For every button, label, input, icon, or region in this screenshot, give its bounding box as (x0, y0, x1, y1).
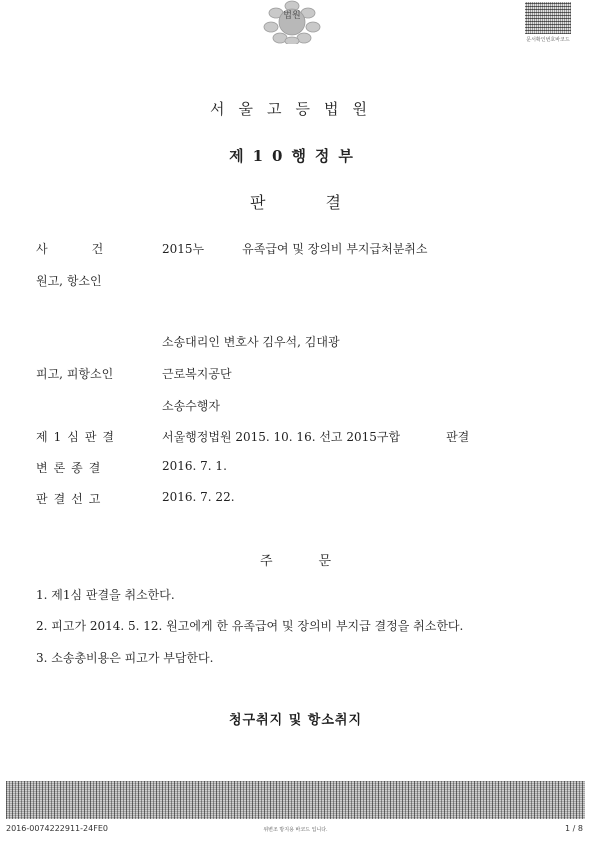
anti-forgery-barcode (6, 781, 585, 819)
order-item-2: 2. 피고가 2014. 5. 12. 원고에게 한 유족급여 및 장의비 부지급 결정을 취소한다. (36, 619, 464, 633)
first-instance-label: 제1심판결 (36, 430, 121, 444)
first-instance-court: 서울행정법원 2015. 10. 16. 선고 2015구합 (162, 430, 401, 444)
sentence-label: 판결선고 (36, 492, 107, 506)
page-number: 1 / 8 (565, 824, 583, 833)
defendant-name: 근로복지공단 (162, 367, 232, 381)
case-label: 사건 (36, 242, 148, 256)
case-title: 유족급여 및 장의비 부지급처분취소 (242, 242, 428, 256)
court-name: 서울고등법원 (210, 100, 381, 118)
sentence-date: 2016. 7. 22. (162, 490, 235, 504)
court-seal (262, 0, 322, 44)
first-instance-info (162, 428, 469, 445)
plaintiff-counsel: 소송대리인 변호사 김우석, 김대광 (162, 335, 340, 349)
order-item-3: 3. 소송총비용은 피고가 부담한다. (36, 651, 214, 665)
verification-barcode (525, 2, 571, 34)
defendant-counsel: 소송수행자 (162, 399, 220, 413)
document-title: 판결 (250, 193, 401, 212)
closing-label: 변론종결 (36, 461, 107, 475)
barcode-note: 위변조 방지용 바코드 입니다. (263, 827, 328, 833)
order-item-1: 1. 제1심 판결을 취소한다. (36, 588, 175, 602)
case-info (162, 240, 427, 257)
seal-text: 법원 (283, 11, 301, 21)
document-id: 2016-0074222911-24FE0 (6, 824, 108, 833)
division-name: 제10행정부 (229, 147, 362, 165)
first-instance-suffix: 판결 (446, 430, 470, 444)
plaintiff-label: 원고, 항소인 (36, 274, 102, 288)
court-seal-icon (262, 0, 322, 44)
closing-date: 2016. 7. 1. (162, 459, 227, 473)
order-title: 주문 (259, 554, 378, 569)
case-number: 2015누 (162, 242, 205, 256)
defendant-label: 피고, 피항소인 (36, 367, 114, 381)
barcode-caption: 문서확인번호바코드 (526, 37, 570, 43)
claim-title: 청구취지 및 항소취지 (228, 713, 363, 728)
